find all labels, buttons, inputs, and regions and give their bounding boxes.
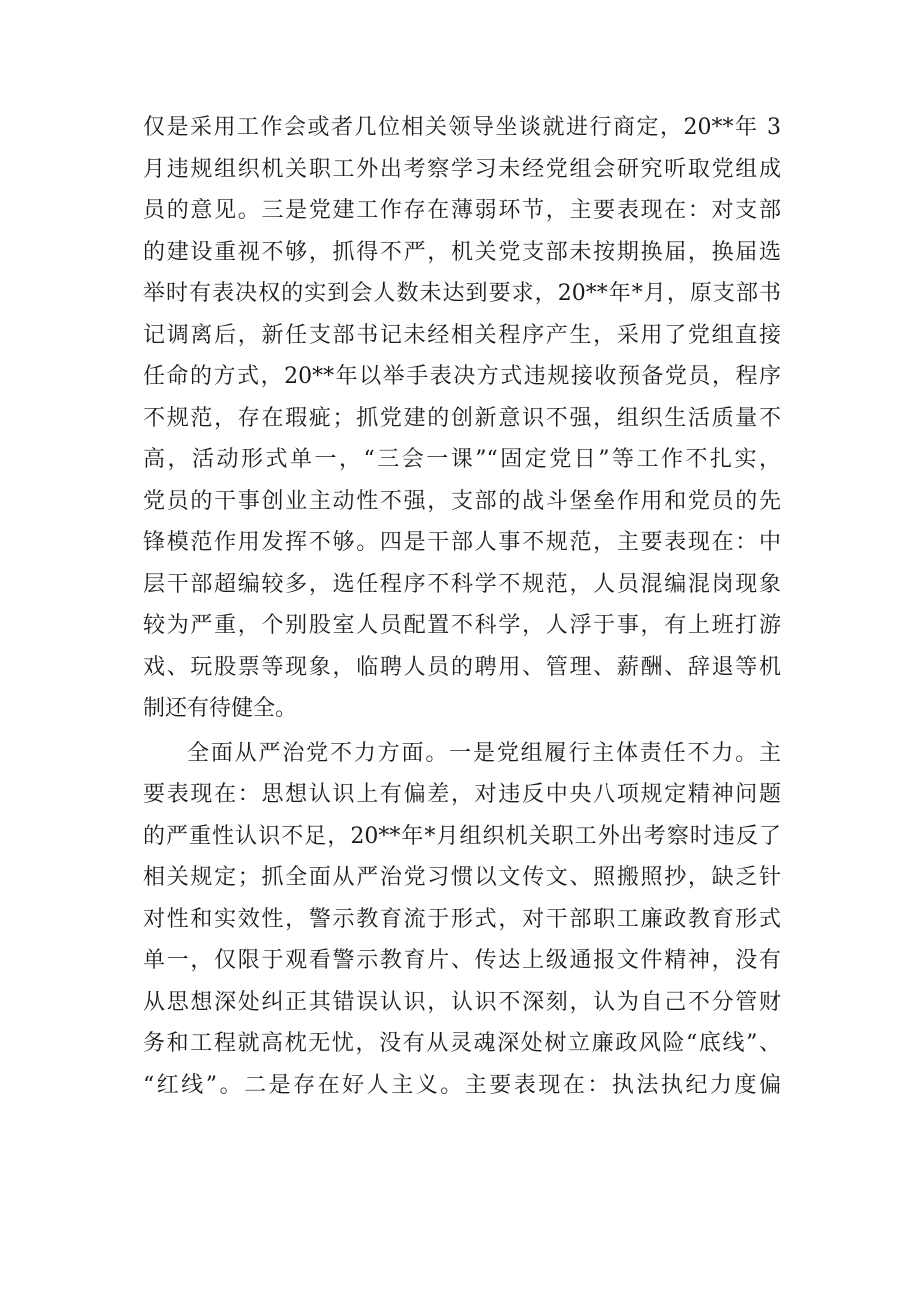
text-line-content: 举时有表决权的实到会人数未达到要求，20**年*月，原支部书: [143, 281, 781, 306]
text-line-content: 的建设重视不够，抓得不严，机关党支部未按期换届，换届选: [143, 239, 781, 265]
text-line-content: “红线”。二是存在好人主义。主要表现在：执法执纪力度偏: [143, 1072, 781, 1098]
text-line: [0, 606, 920, 646]
text-line-content: 制还有待健全。: [143, 696, 298, 721]
text-line: [0, 357, 920, 397]
text-line-content: 对性和实效性，警示教育流于形式，对干部职工廉政教育形式: [143, 906, 781, 932]
text-line-content: 任命的方式，20**年以举手表决方式违规接收预备党员，程序: [143, 364, 781, 389]
text-line: [0, 399, 920, 439]
text-line: [0, 689, 920, 729]
text-line: [0, 316, 920, 356]
text-line: [0, 900, 920, 940]
text-line-content: 从思想深处纠正其错误认识，认识不深刻，认为自己不分管财: [143, 989, 781, 1015]
text-line: [0, 648, 920, 688]
text-line: [0, 817, 920, 857]
text-line-content: 高，活动形式单一，“三会一课”“固定党日”等工作不扎实，: [143, 447, 781, 472]
text-line: [0, 1066, 920, 1106]
text-line-content: 的严重性认识不足，20**年*月组织机关职工外出考察时违反了: [143, 823, 781, 849]
text-line: [0, 983, 920, 1023]
text-line: [0, 440, 920, 480]
text-line: [0, 233, 920, 273]
text-line-content: 锋模范作用发挥不够。四是干部人事不规范，主要表现在：中: [143, 530, 781, 555]
text-line-content: 务和工程就高枕无忧，没有从灵魂深处树立廉政风险“底线”、: [143, 1031, 781, 1056]
text-line-content: 仅是采用工作会或者几位相关领导坐谈就进行商定，20**年 3: [143, 115, 781, 140]
text-line: [0, 482, 920, 522]
text-line-content: 党员的干事创业主动性不强，支部的战斗堡垒作用和党员的先: [143, 488, 781, 514]
text-line: [0, 565, 920, 605]
text-line: [0, 1024, 920, 1064]
text-line: [0, 734, 920, 774]
text-line-content: 全面从严治党不力方面。一是党组履行主体责任不力。主: [187, 740, 781, 766]
text-line: [0, 108, 920, 148]
text-line: [0, 858, 920, 898]
text-line-content: 不规范，存在瑕疵；抓党建的创新意识不强，组织生活质量不: [143, 405, 781, 431]
text-line-content: 戏、玩股票等现象，临聘人员的聘用、管理、薪酬、辞退等机: [143, 654, 781, 680]
text-line-content: 要表现在：思想认识上有偏差，对违反中央八项规定精神问题: [143, 782, 781, 807]
text-line: [0, 274, 920, 314]
text-line-content: 较为严重，个别股室人员配置不科学，人浮于事，有上班打游: [143, 613, 781, 638]
text-line-content: 记调离后，新任支部书记未经相关程序产生，采用了党组直接: [143, 322, 781, 348]
text-line: [0, 523, 920, 563]
text-line-content: 单一，仅限于观看警示教育片、传达上级通报文件精神，没有: [143, 948, 781, 973]
text-line-content: 员的意见。三是党建工作存在薄弱环节，主要表现在：对支部: [143, 198, 781, 223]
text-line: [0, 191, 920, 231]
text-line: [0, 150, 920, 190]
text-line-content: 月违规组织机关职工外出考察学习未经党组会研究听取党组成: [143, 156, 781, 182]
text-line-content: 层干部超编较多，选任程序不科学不规范，人员混编混岗现象: [143, 571, 781, 597]
text-line: [0, 941, 920, 981]
text-line-content: 相关规定；抓全面从严治党习惯以文传文、照搬照抄，缺乏针: [143, 865, 781, 890]
text-line: [0, 775, 920, 815]
